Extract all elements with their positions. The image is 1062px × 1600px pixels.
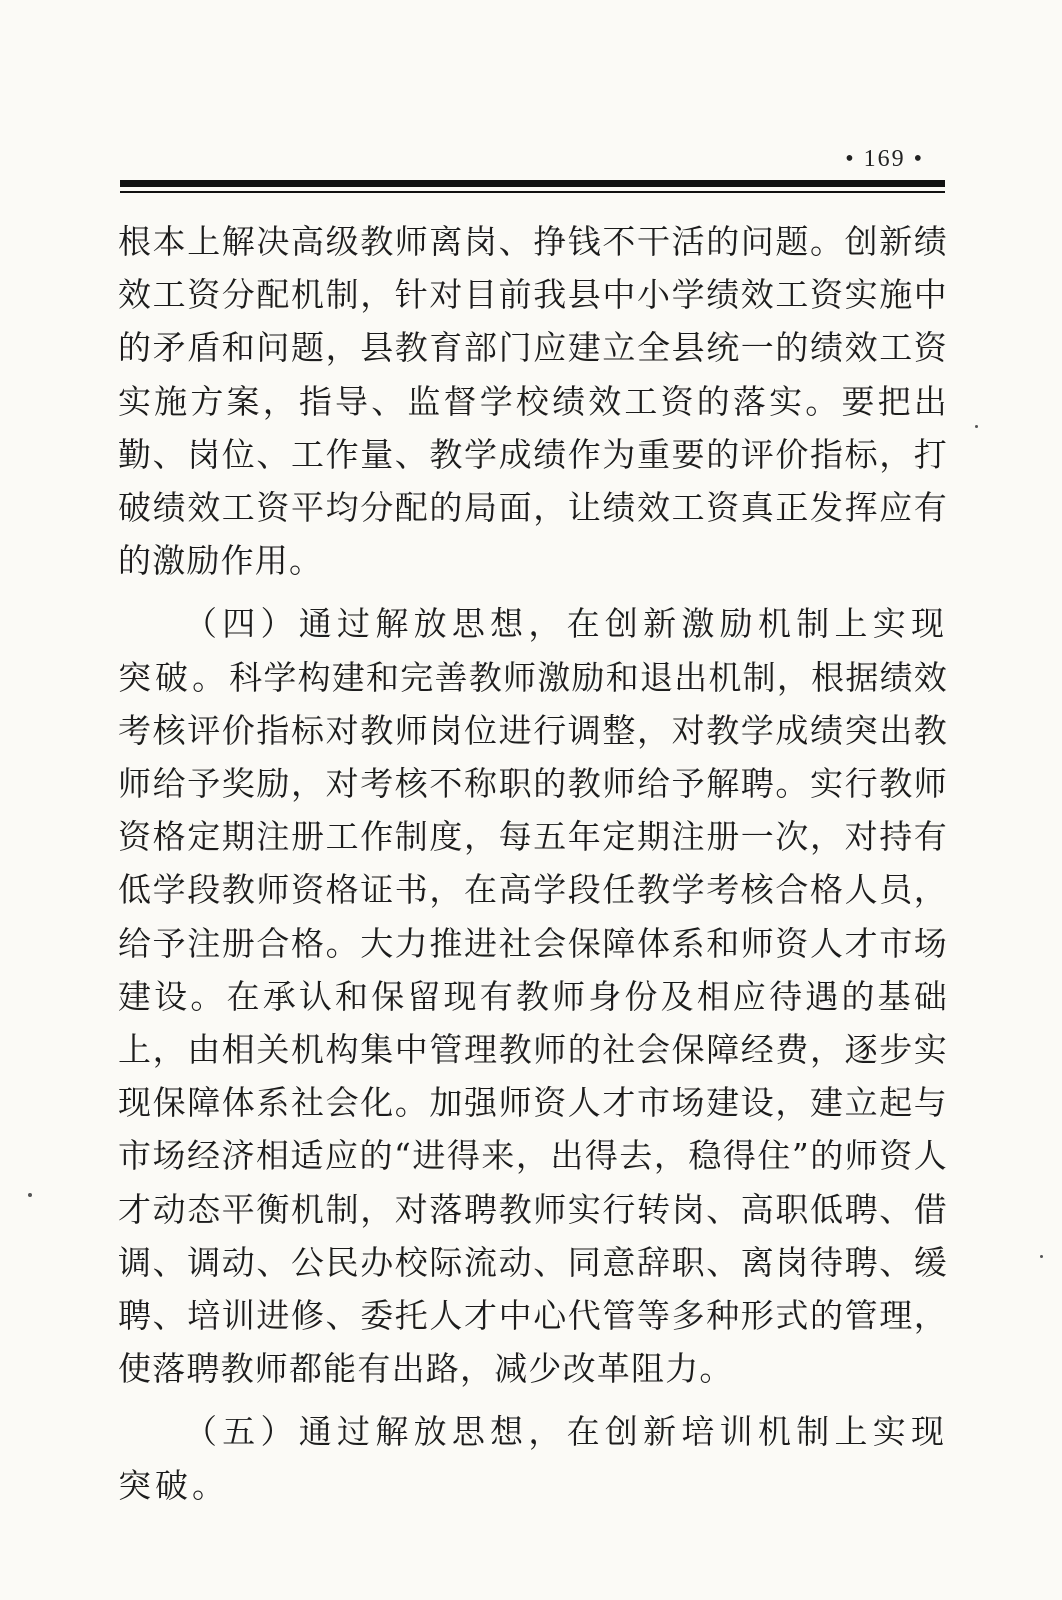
header-rule-thick	[120, 180, 945, 187]
paragraph-2-body: 科学构建和完善教师激励和退出机制，根据绩效考核评价指标对教师岗位进行调整，对教学成绩突出教师给予奖励，对考核不称职的教师给予解聘。实行教师资格定期注册工作制度，每五年定期注册一次，对持有低学段教师资格证书，在高学段任教学考核合格人员，给予注册合格。大力推进社会保障体系和师资人才市场建设。在承认和保留现有教师身份及相应待遇的基础上，由相关机构集中管理教师的社会保障经费，逐步实现保障体系社会化。加强师资人才市场建设，建立起与市场经济相适应的“进得来，出得去，稳得住”的师资人才动态平衡机制，对落聘教师实行转岗、高职低聘、借调、调动、公民办校际流动、同意辞职、离岗待聘、缓聘、培训进修、委托人才中心代管等多种形式的管理，使落聘教师都能有出路，减少改革阻力。	[118, 657, 949, 1389]
scan-speck	[1040, 1255, 1043, 1258]
page-number: • 169 •	[845, 146, 924, 172]
section-heading-5: （五）通过解放思想，在创新培训机制上实现突破。	[118, 1412, 948, 1505]
paragraph-3	[118, 1405, 948, 1511]
section-heading-4: （四）通过解放思想，在创新激励机制上实现突破。	[118, 604, 948, 697]
paragraph-1: 根本上解决高级教师离岗、挣钱不干活的问题。创新绩效工资分配机制，针对目前我县中小学绩效工资实施中的矛盾和问题，县教育部门应建立全县统一的绩效工资实施方案，指导、监督学校绩效工资的落实。要把出勤、岗位、工作量、教学成绩作为重要的评价指标，打破绩效工资平均分配的局面，让绩效工资真正发挥应有的激励作用。	[118, 222, 948, 581]
body-text	[118, 215, 948, 1512]
paragraph-2	[118, 597, 948, 1395]
paragraph-gap	[118, 1395, 948, 1405]
header-rule-thin	[120, 191, 945, 193]
scan-speck	[28, 1193, 32, 1197]
scan-speck	[975, 425, 978, 428]
paragraph-gap	[118, 587, 948, 597]
